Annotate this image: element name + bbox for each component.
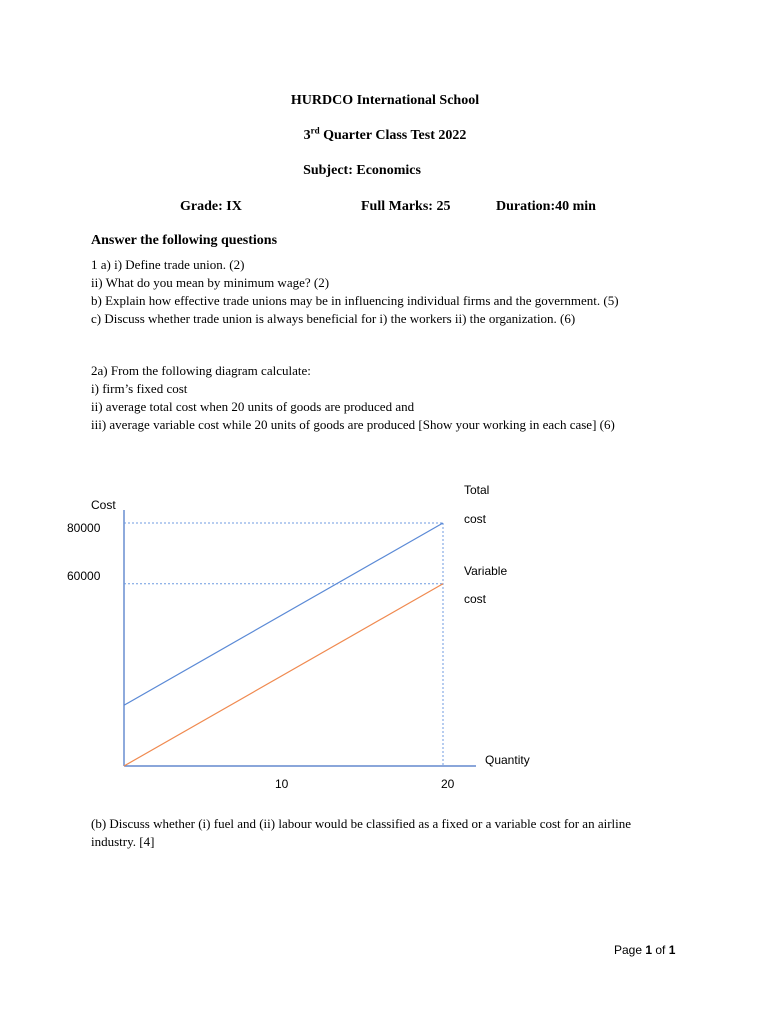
page-indicator [614,943,675,957]
subject: Subject: Economics [303,163,421,178]
test-number: 3 [303,128,311,143]
q2-a: 2a) From the following diagram calculate: [91,363,311,378]
test-number-suffix: rd [310,125,320,136]
full-marks: Full Marks: 25 [361,199,451,214]
instructions: Answer the following questions [91,233,278,248]
y-axis-label: Cost [91,498,116,512]
variable-cost-label-line1: Variable [464,564,508,578]
y-tick-80000: 80000 [67,521,101,535]
q1-b: b) Explain how effective trade unions may be in influencing individual firms and the government. (5) [91,293,619,308]
q1-a-ii: ii) What do you mean by minimum wage? (2) [91,275,330,290]
q2-a-iii: iii) average variable cost while 20 units of goods are produced [Show your working in each case] (6) [91,417,615,432]
q2-a-ii: ii) average total cost when 20 units of goods are produced and [91,399,415,414]
variable-cost-label-line2: cost [464,592,487,606]
x-tick-20: 20 [441,777,455,791]
grade: Grade: IX [180,199,242,214]
test-title-rest: Quarter Class Test 2022 [319,128,467,143]
school-name: HURDCO International School [290,93,480,108]
q2-a-i: i) firm’s fixed cost [91,381,188,396]
page-prefix: Page [614,943,646,957]
page-total: 1 [668,943,676,957]
q1-a-i: 1 a) i) Define trade union. (2) [91,257,245,272]
q2-b-line2: industry. [4] [91,834,155,849]
x-tick-10: 10 [275,777,289,791]
y-tick-60000: 60000 [67,569,101,583]
page-number: 1 [645,943,653,957]
total-cost-line [124,523,443,705]
q2-b-line1: (b) Discuss whether (i) fuel and (ii) labour would be classified as a fixed or a variable cost for an airline [91,816,632,831]
page-of: of [652,943,669,957]
variable-cost-line [124,584,443,766]
q1-c: c) Discuss whether trade union is always beneficial for i) the workers ii) the organization. (6) [91,311,576,326]
duration: Duration:40 min [496,199,596,214]
x-axis-label: Quantity [485,753,530,767]
total-cost-label-line1: Total [464,483,490,497]
total-cost-label-line2: cost [464,512,487,526]
